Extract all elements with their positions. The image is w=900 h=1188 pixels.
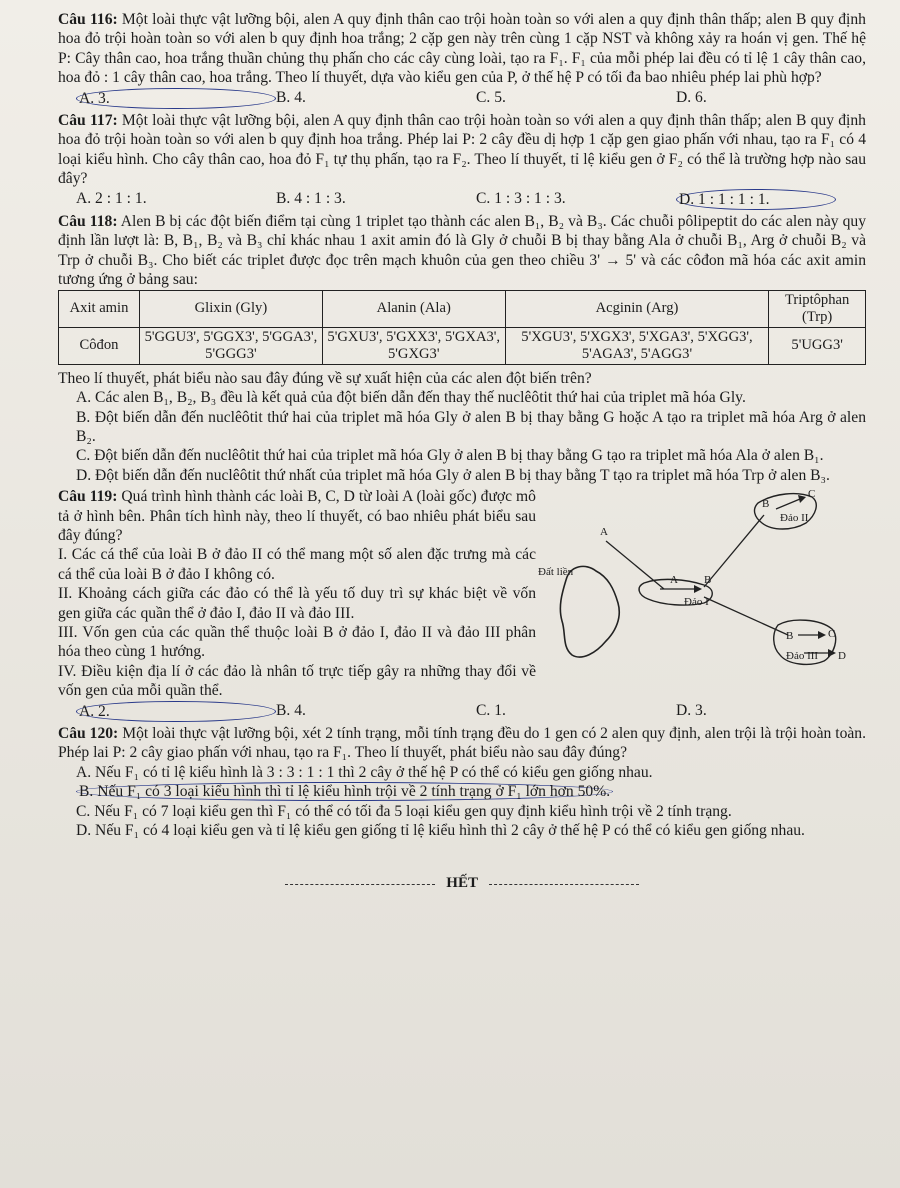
species-a-island1-label: A — [670, 574, 678, 587]
question-number: Câu 116: — [58, 11, 118, 28]
option-c[interactable]: C. 1. — [476, 701, 506, 719]
divider — [285, 884, 435, 885]
option-d[interactable]: D. Đột biến dẫn đến nuclêôtit thứ nhất của triplet mã hóa Gly ở alen B bị thay bằng T tạo ra triplet mã hóa Trp ở alen B₃. — [76, 466, 830, 484]
table-cell: 5'GGU3', 5'GGX3', 5'GGA3', 5'GGG3' — [140, 327, 323, 364]
statement-4: IV. Điều kiện địa lí ở các đảo là nhân tố trực tiếp gây ra những thay đổi về vốn gen của mỗi quần thể. — [58, 662, 536, 700]
question-text: Một loài thực vật lưỡng bội, alen A quy định thân cao trội hoàn toàn so với alen a quy định thân thấp; alen B quy định hoa đỏ trội hoàn toàn so với alen b quy định hoa trắng; 2 cặp gen này trên cùng 1 cặp NST và không xảy ra hoán vị gen. Thế hệ P: Cây thân cao, hoa trắng thuần chủng thụ phấn cho các cây cùng loài, tạo ra F₁. F₁ của mỗi phép lai đều có tỉ lệ 1 cây thân cao, hoa đỏ : 1 cây thân cao, hoa trắng. Theo lí thuyết, dựa vào kiểu gen của P, ở thế hệ P có tối đa bao nhiêu phép lai phù hợp? — [58, 11, 866, 87]
question-number: Câu 117: — [58, 112, 118, 130]
options-116 — [58, 88, 866, 109]
option-a[interactable]: A. Nếu F₁ có tỉ lệ kiểu hình là 3 : 3 : 1 : 1 thì 2 cây ở thế hệ P có thể có kiểu gen giống nhau. — [76, 763, 653, 781]
option-d[interactable]: D. Nếu F₁ có 4 loại kiểu gen và tỉ lệ kiểu gen giống tỉ lệ kiểu hình thì 2 cây ở thế hệ P có thể có kiểu gen giống nhau. — [76, 822, 805, 840]
question-116 — [58, 10, 866, 88]
question-text: Alen B bị các đột biến điểm tại cùng 1 triplet tạo thành các alen B₁, B₂ và B₃. Các chuỗi pôlipeptit do các alen này quy định lần lượt là: B, B₁, B₂ và B₃ chỉ khác nhau 1 axit amin đó là Gly ở chuỗi B bị thay bằng Ala ở chuỗi B₁, Arg ở chuỗi B₂ và Trp ở chuỗi B₃. Cho biết các triplet được đọc trên mạch khuôn của gen theo chiều 3' → 5' và các côđon mã hóa các axit amin tương ứng ở bảng sau: — [58, 213, 866, 289]
table-header-cell: Axit amin — [59, 290, 140, 327]
statement-3: III. Vốn gen của các quần thể thuộc loài B ở đảo I, đảo II và đảo III phân hóa theo cùng 1 hướng. — [58, 623, 536, 661]
table-cell: 5'UGG3' — [769, 327, 866, 364]
species-c-island3-label: C — [828, 628, 836, 641]
option-b[interactable]: B. 4. — [276, 88, 306, 106]
option-c[interactable]: C. 1 : 3 : 1 : 3. — [476, 189, 566, 207]
options-117 — [58, 189, 866, 210]
species-c-island2-label: C — [808, 488, 816, 501]
arrowhead-a-to-b — [694, 585, 702, 593]
island-3-label: Đảo III — [786, 650, 819, 663]
question-prompt: Theo lí thuyết, phát biểu nào sau đây đúng về sự xuất hiện của các alen đột biến trên? — [58, 369, 592, 387]
species-d-label: D — [838, 650, 846, 663]
island-1-label: Đảo I — [684, 596, 709, 609]
arrow-island1-to-island3 — [704, 597, 788, 635]
question-119 — [58, 485, 866, 700]
table-header-cell: Acginin (Arg) — [505, 290, 769, 327]
question-117 — [58, 111, 866, 189]
question-number: Câu 119: — [58, 488, 118, 506]
arrowhead-c-to-d — [828, 649, 836, 657]
speciation-diagram — [536, 485, 866, 695]
option-a[interactable]: A. 2 : 1 : 1. — [76, 189, 147, 207]
option-d[interactable]: D. 1 : 1 : 1 : 1. — [676, 189, 836, 210]
table-row-label: Côđon — [59, 327, 140, 364]
option-c[interactable]: C. Đột biến dẫn đến nuclêôtit thứ hai của triplet mã hóa Gly ở alen B bị thay bằng G tạo ra triplet mã hóa Ala ở alen B₁. — [76, 447, 824, 465]
question-number: Câu 120: — [58, 725, 119, 742]
question-120 — [58, 724, 866, 763]
option-b[interactable]: B. 4 : 1 : 3. — [276, 189, 346, 207]
table-row — [59, 327, 866, 364]
option-c[interactable]: C. 5. — [476, 88, 506, 106]
species-b-island2-label: B — [762, 498, 770, 511]
species-b-island3-label: B — [786, 630, 794, 643]
end-label: HẾT — [446, 875, 478, 892]
question-number: Câu 118: — [58, 213, 118, 231]
question-text: Một loài thực vật lưỡng bội, xét 2 tính trạng, mỗi tính trạng đều do 1 gen có 2 alen quy định, alen trội là trội hoàn toàn. Phép lai P: 2 cây giao phấn với nhau, tạo ra F₁. Theo lí thuyết, phát biểu nào sau đây đúng? — [58, 725, 866, 762]
arrow-b-to-c-island2 — [776, 499, 800, 509]
end-marker — [58, 874, 866, 893]
option-b[interactable]: B. Đột biến dẫn đến nuclêôtit thứ hai của triplet mã hóa Gly ở alen B bị thay bằng G hoặc A tạo ra triplet mã hóa Arg ở alen B₂. — [76, 408, 866, 445]
table-cell: 5'XGU3', 5'XGX3', 5'XGA3', 5'XGG3', 5'AGA3', 5'AGG3' — [505, 327, 769, 364]
option-c[interactable]: C. Nếu F₁ có 7 loại kiểu gen thì F₁ có thể có tối đa 5 loại kiểu gen quy định kiểu hình trội về 2 tính trạng. — [76, 802, 732, 820]
species-b-island1-label: B — [704, 574, 712, 587]
table-header-cell: Glixin (Gly) — [140, 290, 323, 327]
option-a[interactable]: A. 2. — [76, 701, 276, 722]
option-a[interactable]: A. 3. — [76, 88, 276, 109]
mainland-label: Đất liền — [538, 566, 574, 579]
option-a[interactable]: A. Các alen B₁, B₂, B₃ đều là kết quả của đột biến dẫn đến thay thế nuclêôtit thứ hai của triplet mã hóa Gly. — [76, 389, 746, 407]
option-d[interactable]: D. 6. — [676, 88, 707, 106]
option-b[interactable]: B. 4. — [276, 701, 306, 719]
option-d[interactable]: D. 3. — [676, 701, 707, 719]
table-header-row — [59, 290, 866, 327]
codon-table — [58, 290, 866, 365]
question-text: Một loài thực vật lưỡng bội, alen A quy định thân cao trội hoàn toàn so với alen a quy định thân thấp; alen B quy định hoa đỏ trội hoàn toàn so với alen b quy định hoa trắng. Phép lai P: 2 cây đều dị hợp 1 cặp gen giao phấn với nhau, tạo ra F₁ có 4 loại kiểu hình. Cho cây thân cao, hoa đỏ F₁ tự thụ phấn, tạo ra F₂. Theo lí thuyết, tỉ lệ kiểu gen ở F₂ có thể là trường hợp nào sau đây? — [58, 112, 866, 188]
statement-1: I. Các cá thể của loài B ở đảo II có thể mang một số alen đặc trưng mà các cá thể của loài B ở đảo I không có. — [58, 546, 536, 583]
table-header-cell: Alanin (Ala) — [322, 290, 505, 327]
question-118 — [58, 212, 866, 290]
statement-2: II. Khoảng cách giữa các đảo có thể là yếu tố duy trì sự khác biệt về vốn gen giữa các quần thể ở đảo I, đảo II và đảo III. — [58, 585, 536, 622]
options-119 — [58, 701, 866, 722]
table-header-cell: Triptôphan (Trp) — [769, 290, 866, 327]
divider — [489, 884, 639, 885]
question-text: Quá trình hình thành các loài B, C, D từ loài A (loài gốc) được mô tả ở hình bên. Phân tích hình này, theo lí thuyết, có bao nhiêu phát biểu sau đây đúng? — [58, 488, 536, 544]
question-119-text — [58, 485, 536, 700]
arrowhead-b-to-c-island2 — [798, 495, 806, 503]
arrow-island1-to-island2 — [704, 515, 764, 587]
arrow-mainland-to-island1 — [606, 541, 664, 589]
island-2-label: Đảo II — [780, 512, 809, 525]
arrowhead-b-to-c-island3 — [818, 631, 826, 639]
species-a-label: A — [600, 526, 608, 539]
table-cell: 5'GXU3', 5'GXX3', 5'GXA3', 5'GXG3' — [322, 327, 505, 364]
option-b[interactable]: B. Nếu F₁ có 3 loại kiểu hình thì tỉ lệ kiểu hình trội về 2 tính trạng ở F₁ lớn hơn 50%. — [58, 782, 866, 801]
